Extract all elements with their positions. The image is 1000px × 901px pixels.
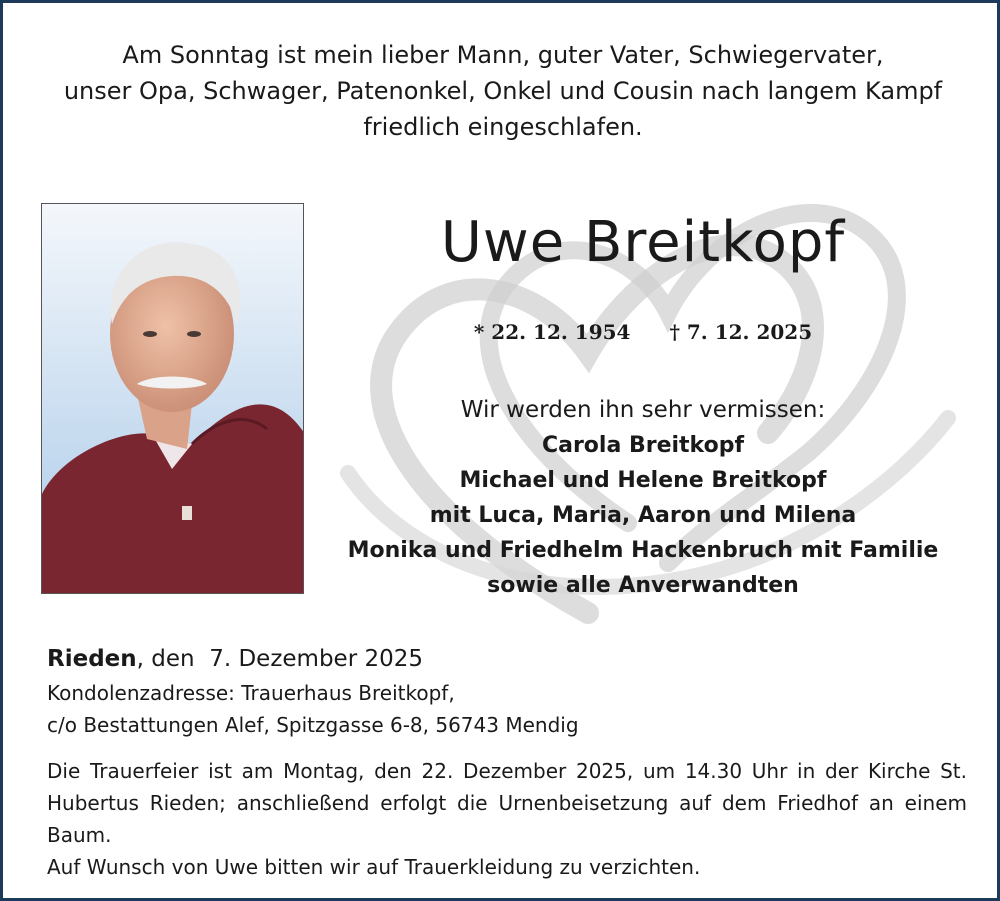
mourners-lead: Wir werden ihn sehr vermissen: bbox=[460, 397, 826, 423]
mourner-line: mit Luca, Maria, Aaron und Milena bbox=[429, 503, 857, 528]
condolence-address bbox=[47, 677, 967, 741]
intro-line: friedlich eingeschlafen. bbox=[363, 113, 643, 141]
wish-text: Auf Wunsch von Uwe bitten wir auf Trauerkleidung zu verzichten. bbox=[47, 855, 701, 879]
place-date bbox=[47, 643, 967, 676]
life-dates bbox=[333, 317, 953, 347]
mourners-block bbox=[313, 393, 973, 603]
birth-date: * 22. 12. 1954 bbox=[473, 320, 631, 344]
portrait-photo bbox=[41, 203, 304, 594]
intro-line: Am Sonntag ist mein lieber Mann, guter Vater, Schwiegervater, bbox=[122, 41, 884, 69]
mourner-line: sowie alle Anverwandten bbox=[487, 573, 799, 598]
place-date-text: , den 7. Dezember 2025 bbox=[136, 646, 424, 672]
intro-text bbox=[43, 37, 963, 145]
place-town: Rieden bbox=[47, 646, 137, 672]
deceased-name: Uwe Breitkopf bbox=[440, 210, 846, 275]
ceremony-text: Die Trauerfeier ist am Montag, den 22. Dezember 2025, um 14.30 Uhr in der Kirche St. Hubertus Rieden; anschließend erfolgt die Urnenbeisetzung auf dem Friedhof an einem Baum. bbox=[47, 759, 967, 847]
address-line: Kondolenzadresse: Trauerhaus Breitkopf, bbox=[47, 681, 455, 705]
mourner-line: Carola Breitkopf bbox=[541, 433, 745, 458]
address-line: c/o Bestattungen Alef, Spitzgasse 6-8, 56743 Mendig bbox=[47, 713, 579, 737]
death-date: † 7. 12. 2025 bbox=[669, 320, 813, 344]
mourner-line: Michael und Helene Breitkopf bbox=[459, 468, 827, 493]
mourner-line: Monika und Friedhelm Hackenbruch mit Familie bbox=[347, 538, 939, 563]
intro-line: unser Opa, Schwager, Patenonkel, Onkel und Cousin nach langem Kampf bbox=[63, 77, 943, 105]
